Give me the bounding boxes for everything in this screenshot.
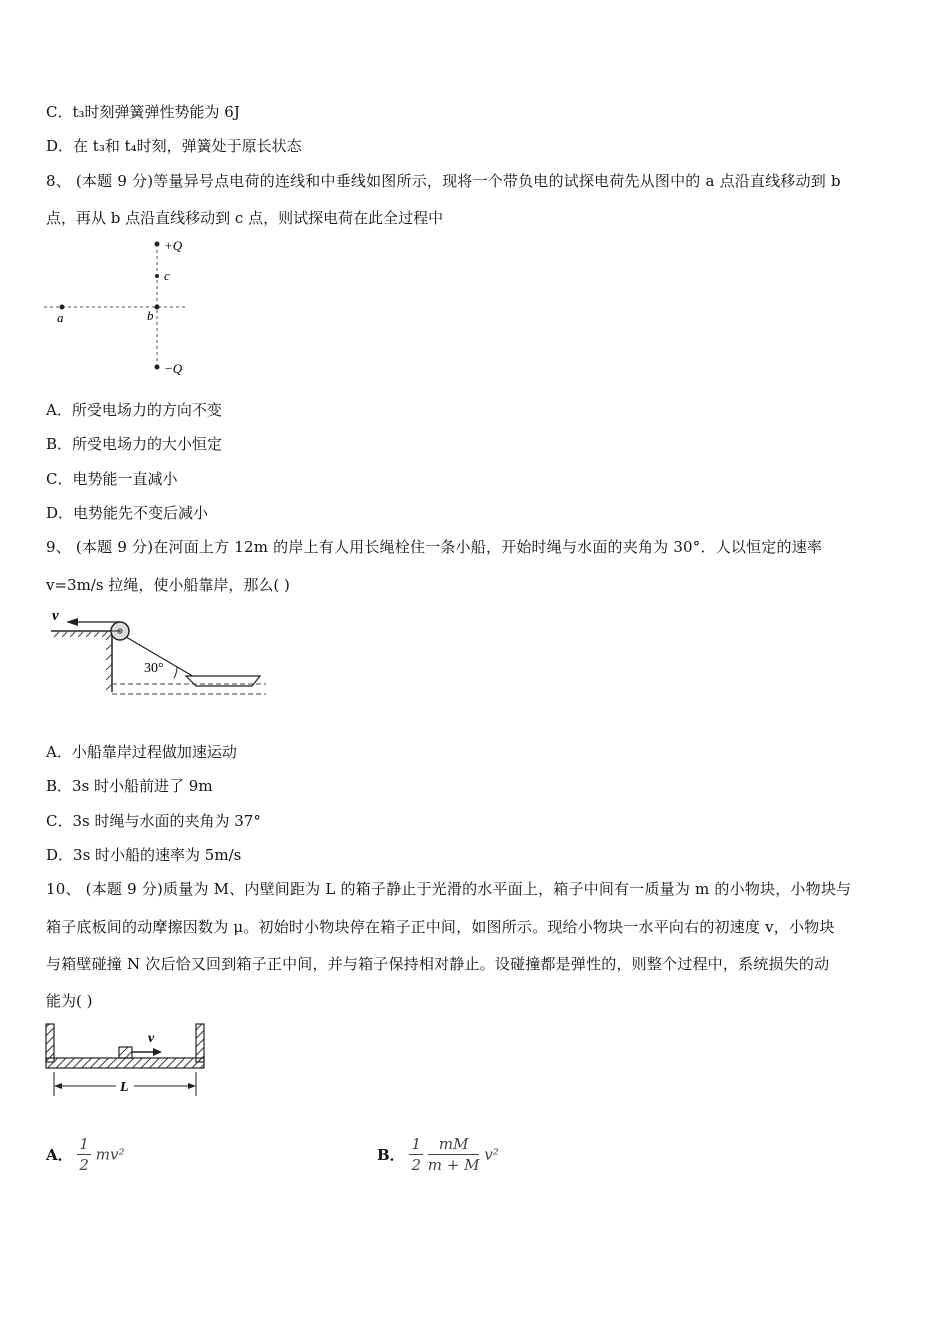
q8-option-d: D．电势能先不变后减小 (46, 504, 209, 522)
q9-boat-diagram (46, 604, 271, 699)
q10-option-b-fraction-2 (428, 1134, 480, 1175)
q10-option-b (377, 1134, 499, 1175)
q10-option-a-label: A． (46, 1146, 73, 1164)
q8-positive-charge (155, 242, 160, 247)
q10-l-label: L (120, 1080, 129, 1095)
q8-point-b-dot (155, 305, 160, 310)
q10-option-b-label: B． (377, 1146, 405, 1164)
q10-option-b-numerator-2: mM (428, 1134, 480, 1155)
q8-c-label: c (164, 268, 170, 283)
q7-option-d: D．在 t₃和 t₄时刻，弹簧处于原长状态 (46, 137, 302, 155)
q9-velocity-arrow (66, 618, 78, 626)
q10-block (119, 1047, 132, 1058)
q8-charge-diagram (42, 234, 202, 382)
q10-left-wall (46, 1024, 54, 1062)
q10-option-a-expression: mv² (95, 1145, 125, 1164)
q10-stem-line-3: 与箱壁碰撞 N 次后恰又回到箱子正中间，并与箱子保持相对静止。设碰撞都是弹性的，则整个过程中，系统损失的动 (46, 955, 830, 973)
q8-a-label: a (57, 310, 64, 325)
q8-plus-q-label: +Q (164, 238, 183, 253)
q10-stem-line-4: 能为( ) (46, 992, 93, 1010)
q10-box-bottom (46, 1058, 204, 1068)
q10-option-a-denominator: 2 (79, 1156, 89, 1174)
q8-point-c-dot (155, 274, 159, 278)
q8-point-a-dot (60, 305, 65, 310)
q8-stem-line-2: 点，再从 b 点沿直线移动到 c 点，则试探电荷在此全过程中 (46, 209, 444, 227)
q10-v-label: v (148, 1031, 155, 1046)
q10-option-b-denominator-1: 2 (411, 1156, 422, 1174)
q9-angle-label: 30° (144, 661, 164, 676)
q10-option-b-expression: v² (484, 1145, 499, 1164)
q10-option-a (46, 1134, 124, 1175)
q9-stem-line-1: 9、 (本题 9 分)在河面上方 12m 的岸上有人用长绳栓住一条小船，开始时绳与水面的夹角为 30°．人以恒定的速率 (46, 538, 823, 556)
q7-option-c: C．t₃时刻弹簧弹性势能为 6J (46, 103, 240, 121)
q10-option-a-fraction (77, 1134, 91, 1175)
q10-velocity-arrow (153, 1048, 162, 1056)
q9-option-c: C．3s 时绳与水面的夹角为 37° (46, 812, 261, 830)
q9-stem-line-2: v=3m/s 拉绳，使小船靠岸，那么( ) (46, 576, 290, 594)
q9-option-d: D．3s 时小船的速率为 5m/s (46, 846, 242, 864)
q10-option-b-fraction-1 (409, 1134, 423, 1175)
q9-option-a: A．小船靠岸过程做加速运动 (46, 743, 237, 761)
q8-b-label: b (147, 308, 154, 323)
q8-option-c: C．电势能一直减小 (46, 470, 178, 488)
q9-v-label: v (52, 608, 59, 624)
q10-stem-line-1: 10、 (本题 9 分)质量为 M、内壁间距为 L 的箱子静止于光滑的水平面上，箱子中间有一质量为 m 的小物块，小物块与 (46, 880, 852, 898)
q8-negative-charge (155, 365, 160, 370)
q10-option-b-denominator-2: m + M (427, 1156, 480, 1174)
q10-option-b-numerator-1: 1 (411, 1135, 422, 1153)
q10-right-wall (196, 1024, 204, 1062)
q10-stem-line-2: 箱子底板间的动摩擦因数为 μ。初始时小物块停在箱子正中间，如图所示。现给小物块一水平向右的初速度 v，小物块 (46, 918, 835, 936)
q8-stem-line-1: 8、 (本题 9 分)等量异号点电荷的连线和中垂线如图所示，现将一个带负电的试探电荷先从图中的 a 点沿直线移动到 b (46, 172, 841, 190)
q10-box-diagram (44, 1020, 209, 1100)
q8-option-b: B．所受电场力的大小恒定 (46, 435, 223, 453)
q9-option-b: B．3s 时小船前进了 9m (46, 777, 213, 795)
q8-minus-q-label: −Q (164, 361, 183, 376)
q8-option-a: A．所受电场力的方向不变 (46, 401, 222, 419)
q10-option-a-numerator: 1 (79, 1135, 89, 1153)
